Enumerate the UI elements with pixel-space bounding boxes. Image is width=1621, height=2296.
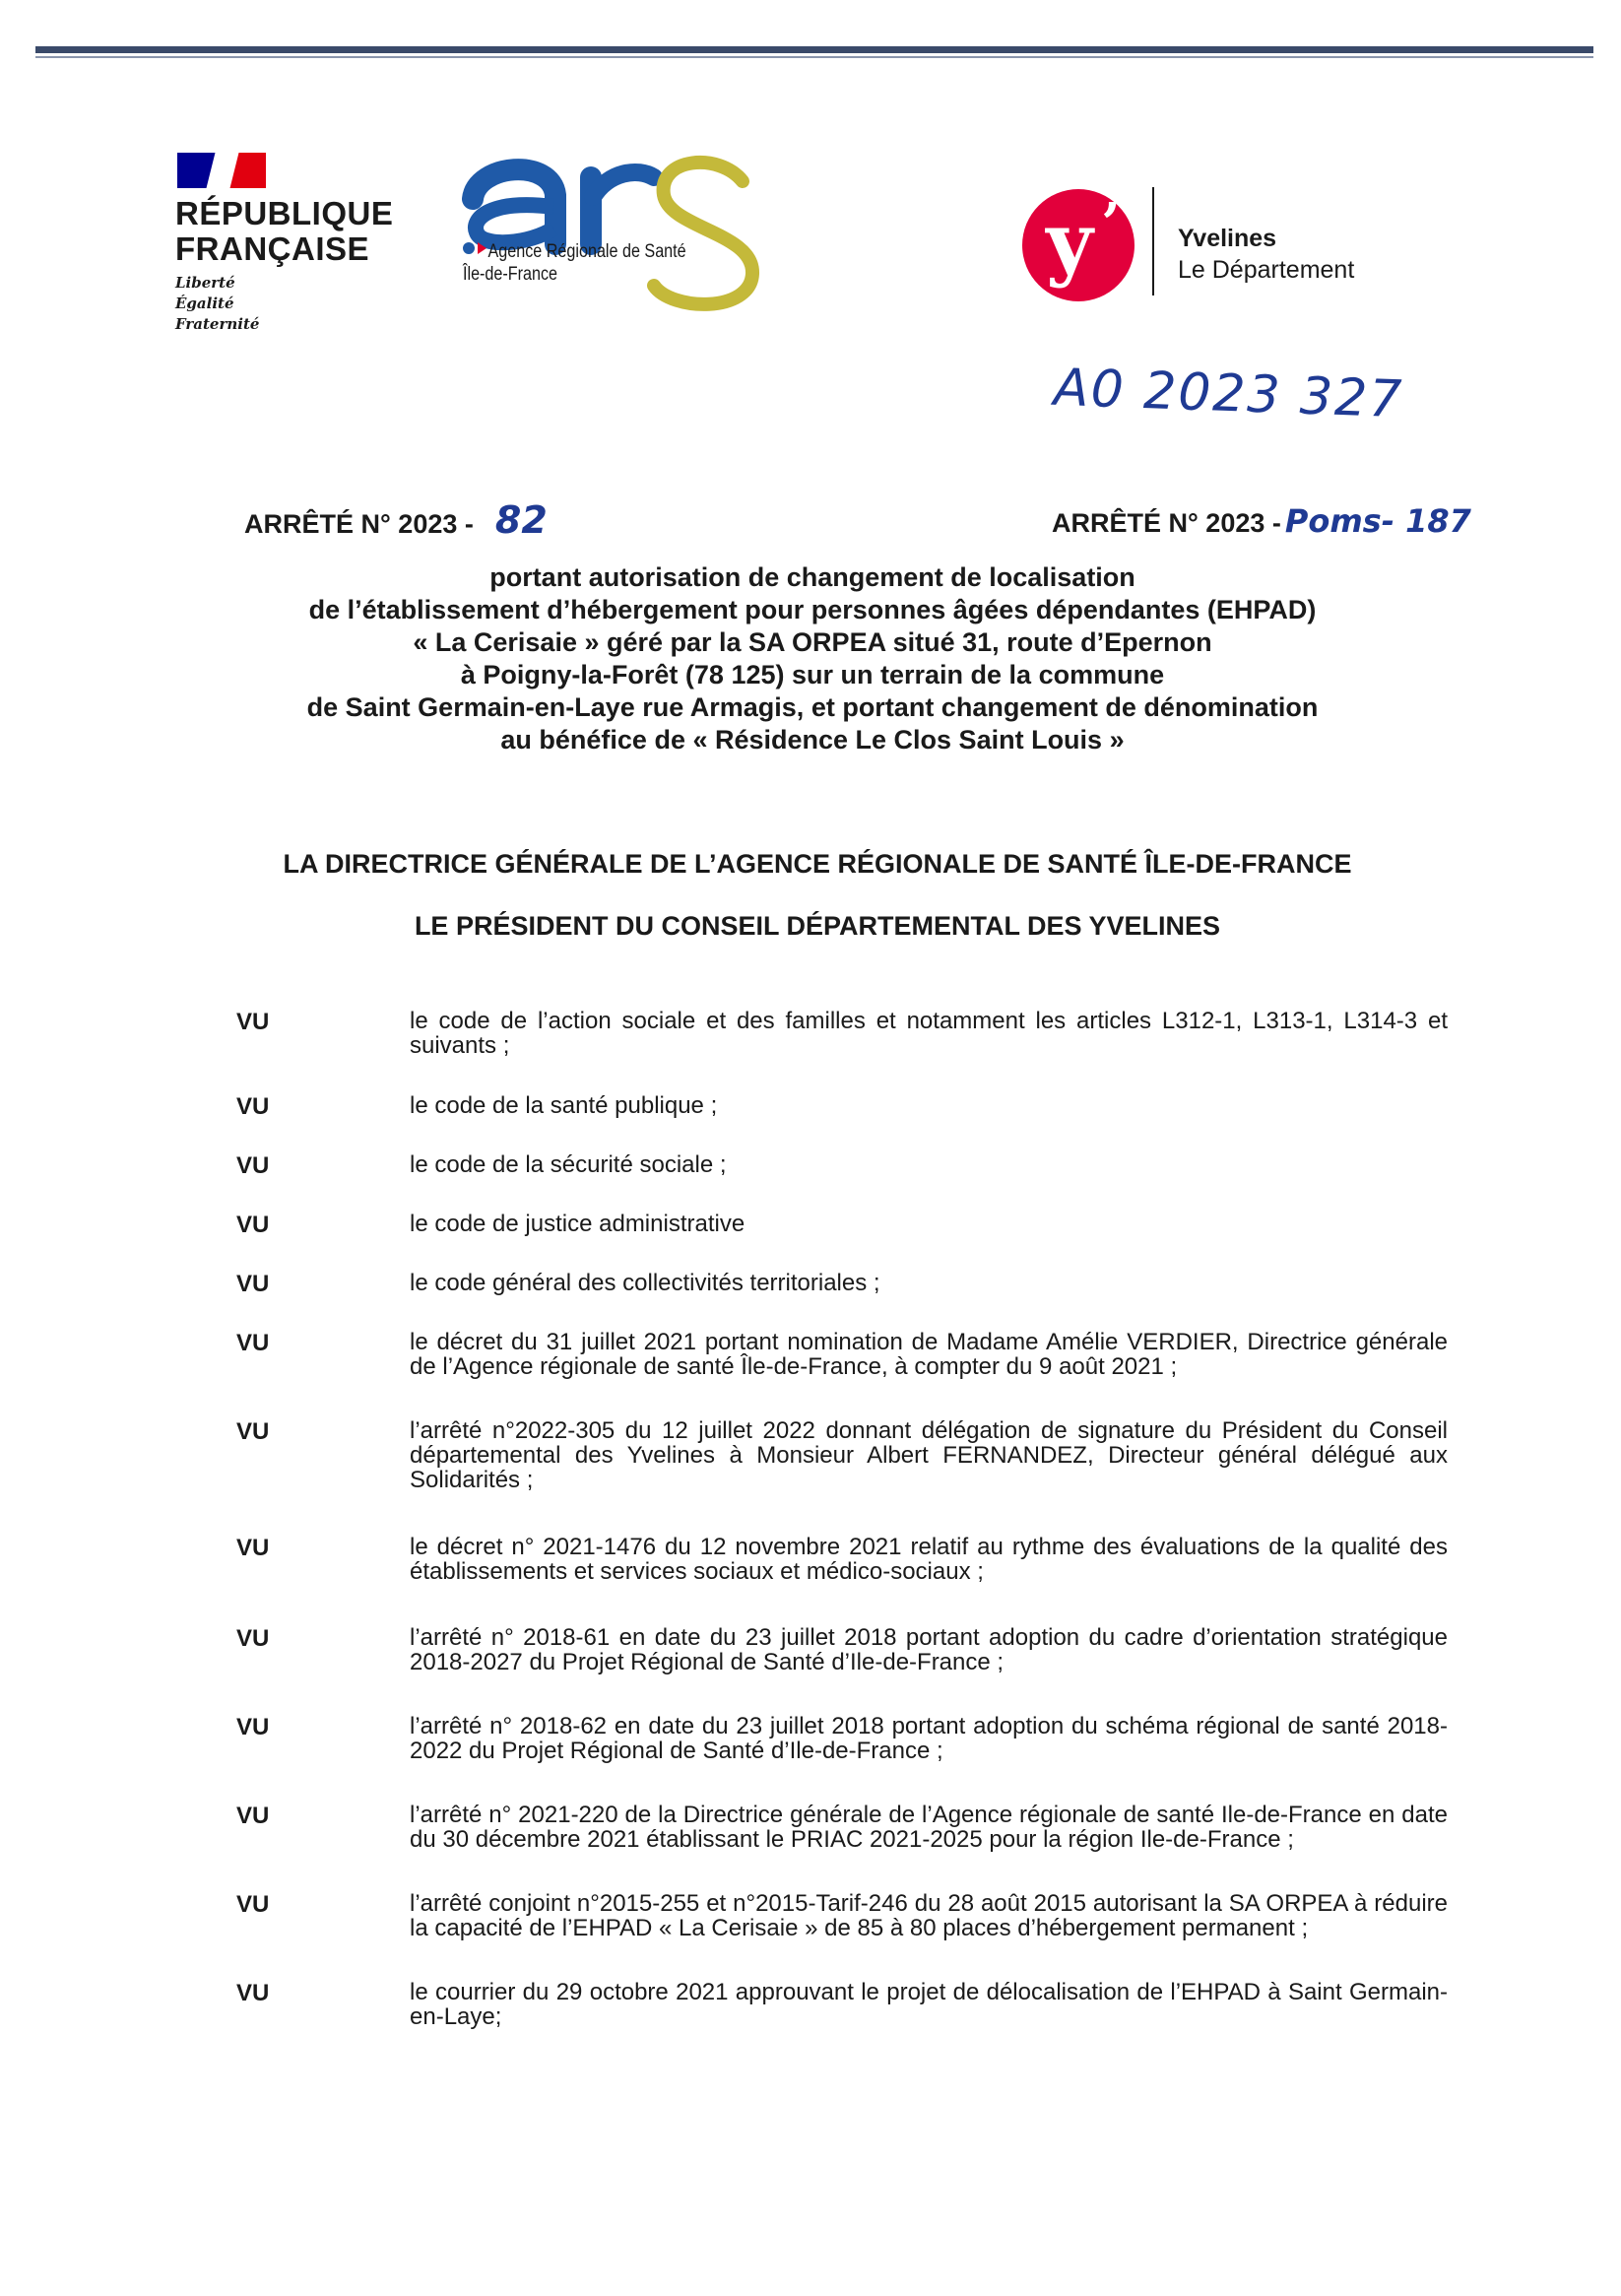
- vu-text: le code de la santé publique ;: [410, 1092, 718, 1119]
- ars-logo: [461, 138, 766, 315]
- yvelines-divider: [1152, 187, 1154, 295]
- vu-label: VU: [236, 1009, 270, 1035]
- vu-text: l’arrêté n°2022-305 du 12 juillet 2022 donnant délégation de signature du Président du Conseil départemental des Yvelines à Monsieur Albert FERNANDEZ, Directeur général délégué aux Solidarités ;: [410, 1417, 1448, 1493]
- vu-text: le courrier du 29 octobre 2021 approuvant le projet de délocalisation de l’EHPAD à Saint Germain-en-Laye;: [410, 1979, 1448, 2030]
- arrete-number-departement: ARRÊTÉ N° 2023 - Poms- 187: [1052, 502, 1471, 540]
- svg-text:’: ’: [1101, 191, 1121, 256]
- arrete-number-ars: ARRÊTÉ N° 2023 - 82: [244, 498, 548, 542]
- vu-text: le décret n° 2021-1476 du 12 novembre 2021 relatif au rythme des évaluations de la qualité des établissements et services sociaux et médico-sociaux ;: [410, 1534, 1448, 1585]
- vu-label: VU: [236, 1535, 270, 1561]
- arrete-number-ars-handwritten: 82: [494, 498, 548, 542]
- vu-label: VU: [236, 1212, 270, 1238]
- vu-text: le code de la sécurité sociale ;: [410, 1151, 727, 1178]
- vu-text: le code de l’action sociale et des familles et notamment les articles L312-1, L313-1, L314-3 et suivants ;: [410, 1008, 1448, 1059]
- top-border-rule-thin: [35, 56, 1593, 58]
- vu-text: l’arrêté n° 2018-62 en date du 23 juillet 2018 portant adoption du schéma régional de santé 2018-2022 du Projet Régional de Santé d’Ile-de-France ;: [410, 1713, 1448, 1764]
- svg-text:y: y: [1046, 195, 1093, 290]
- vu-label: VU: [236, 1891, 270, 1918]
- vu-label: VU: [236, 1980, 270, 2006]
- vu-label: VU: [236, 1803, 270, 1829]
- vu-label: VU: [236, 1714, 270, 1740]
- republique-francaise-logo: [175, 153, 402, 335]
- ars-subtitle: Agence Régionale de Santé Île-de-France: [463, 241, 686, 285]
- vu-text: l’arrêté conjoint n°2015-255 et n°2015-Tarif-246 du 28 août 2015 autorisant la SA ORPEA à réduire la capacité de l’EHPAD « La Cerisaie » de 85 à 80 places d’hébergement permanent ;: [410, 1890, 1448, 1941]
- arrete-number-departement-handwritten: Poms- 187: [1284, 502, 1471, 540]
- vu-label: VU: [236, 1271, 270, 1297]
- republique-name: RÉPUBLIQUE FRANÇAISE: [175, 195, 394, 267]
- vu-label: VU: [236, 1093, 270, 1120]
- vu-text: le décret du 31 juillet 2021 portant nomination de Madame Amélie VERDIER, Directrice générale de l’Agence régionale de santé Île-de-France, à compter du 9 août 2021 ;: [410, 1329, 1448, 1380]
- vu-text: le code de justice administrative: [410, 1211, 746, 1237]
- vu-label: VU: [236, 1625, 270, 1652]
- handwritten-reference: A0 2023 327: [1053, 358, 1405, 430]
- top-border-rule: [35, 46, 1593, 53]
- authority-departement: LE PRÉSIDENT DU CONSEIL DÉPARTEMENTAL DES YVELINES: [414, 911, 1221, 941]
- french-flag-icon: [177, 153, 266, 188]
- yvelines-subtitle: Le Département: [1178, 256, 1355, 284]
- yvelines-logo-icon: [1020, 187, 1136, 303]
- vu-label: VU: [236, 1330, 270, 1356]
- authority-ars: LA DIRECTRICE GÉNÉRALE DE L’AGENCE RÉGIONALE DE SANTÉ ÎLE-DE-FRANCE: [283, 849, 1352, 879]
- vu-label: VU: [236, 1152, 270, 1179]
- arrete-title: portant autorisation de changement de localisation de l’établissement d’hébergement pour personnes âgées dépendantes (EHPAD) « La Cerisaie » géré par la SA ORPEA situé 31, route d’Epernon à Poigny-la-Forêt (78 125) sur un terrain de la commune de Saint Germain-en-Laye rue Armagis, et portant changement de dénomination au bénéfice de « Résidence Le Clos Saint Louis »: [306, 562, 1319, 754]
- vu-label: VU: [236, 1418, 270, 1445]
- vu-text: l’arrêté n° 2018-61 en date du 23 juillet 2018 portant adoption du cadre d’orientation stratégique 2018-2027 du Projet Régional de Santé d’Ile-de-France ;: [410, 1624, 1448, 1675]
- vu-text: le code général des collectivités territoriales ;: [410, 1270, 880, 1296]
- vu-text: l’arrêté n° 2021-220 de la Directrice générale de l’Agence régionale de santé Ile-de-France en date du 30 décembre 2021 établissant le PRIAC 2021-2025 pour la région Ile-de-France ;: [410, 1802, 1448, 1853]
- yvelines-name: Yvelines: [1178, 225, 1277, 252]
- republique-motto: Liberté Égalité Fraternité: [175, 274, 260, 333]
